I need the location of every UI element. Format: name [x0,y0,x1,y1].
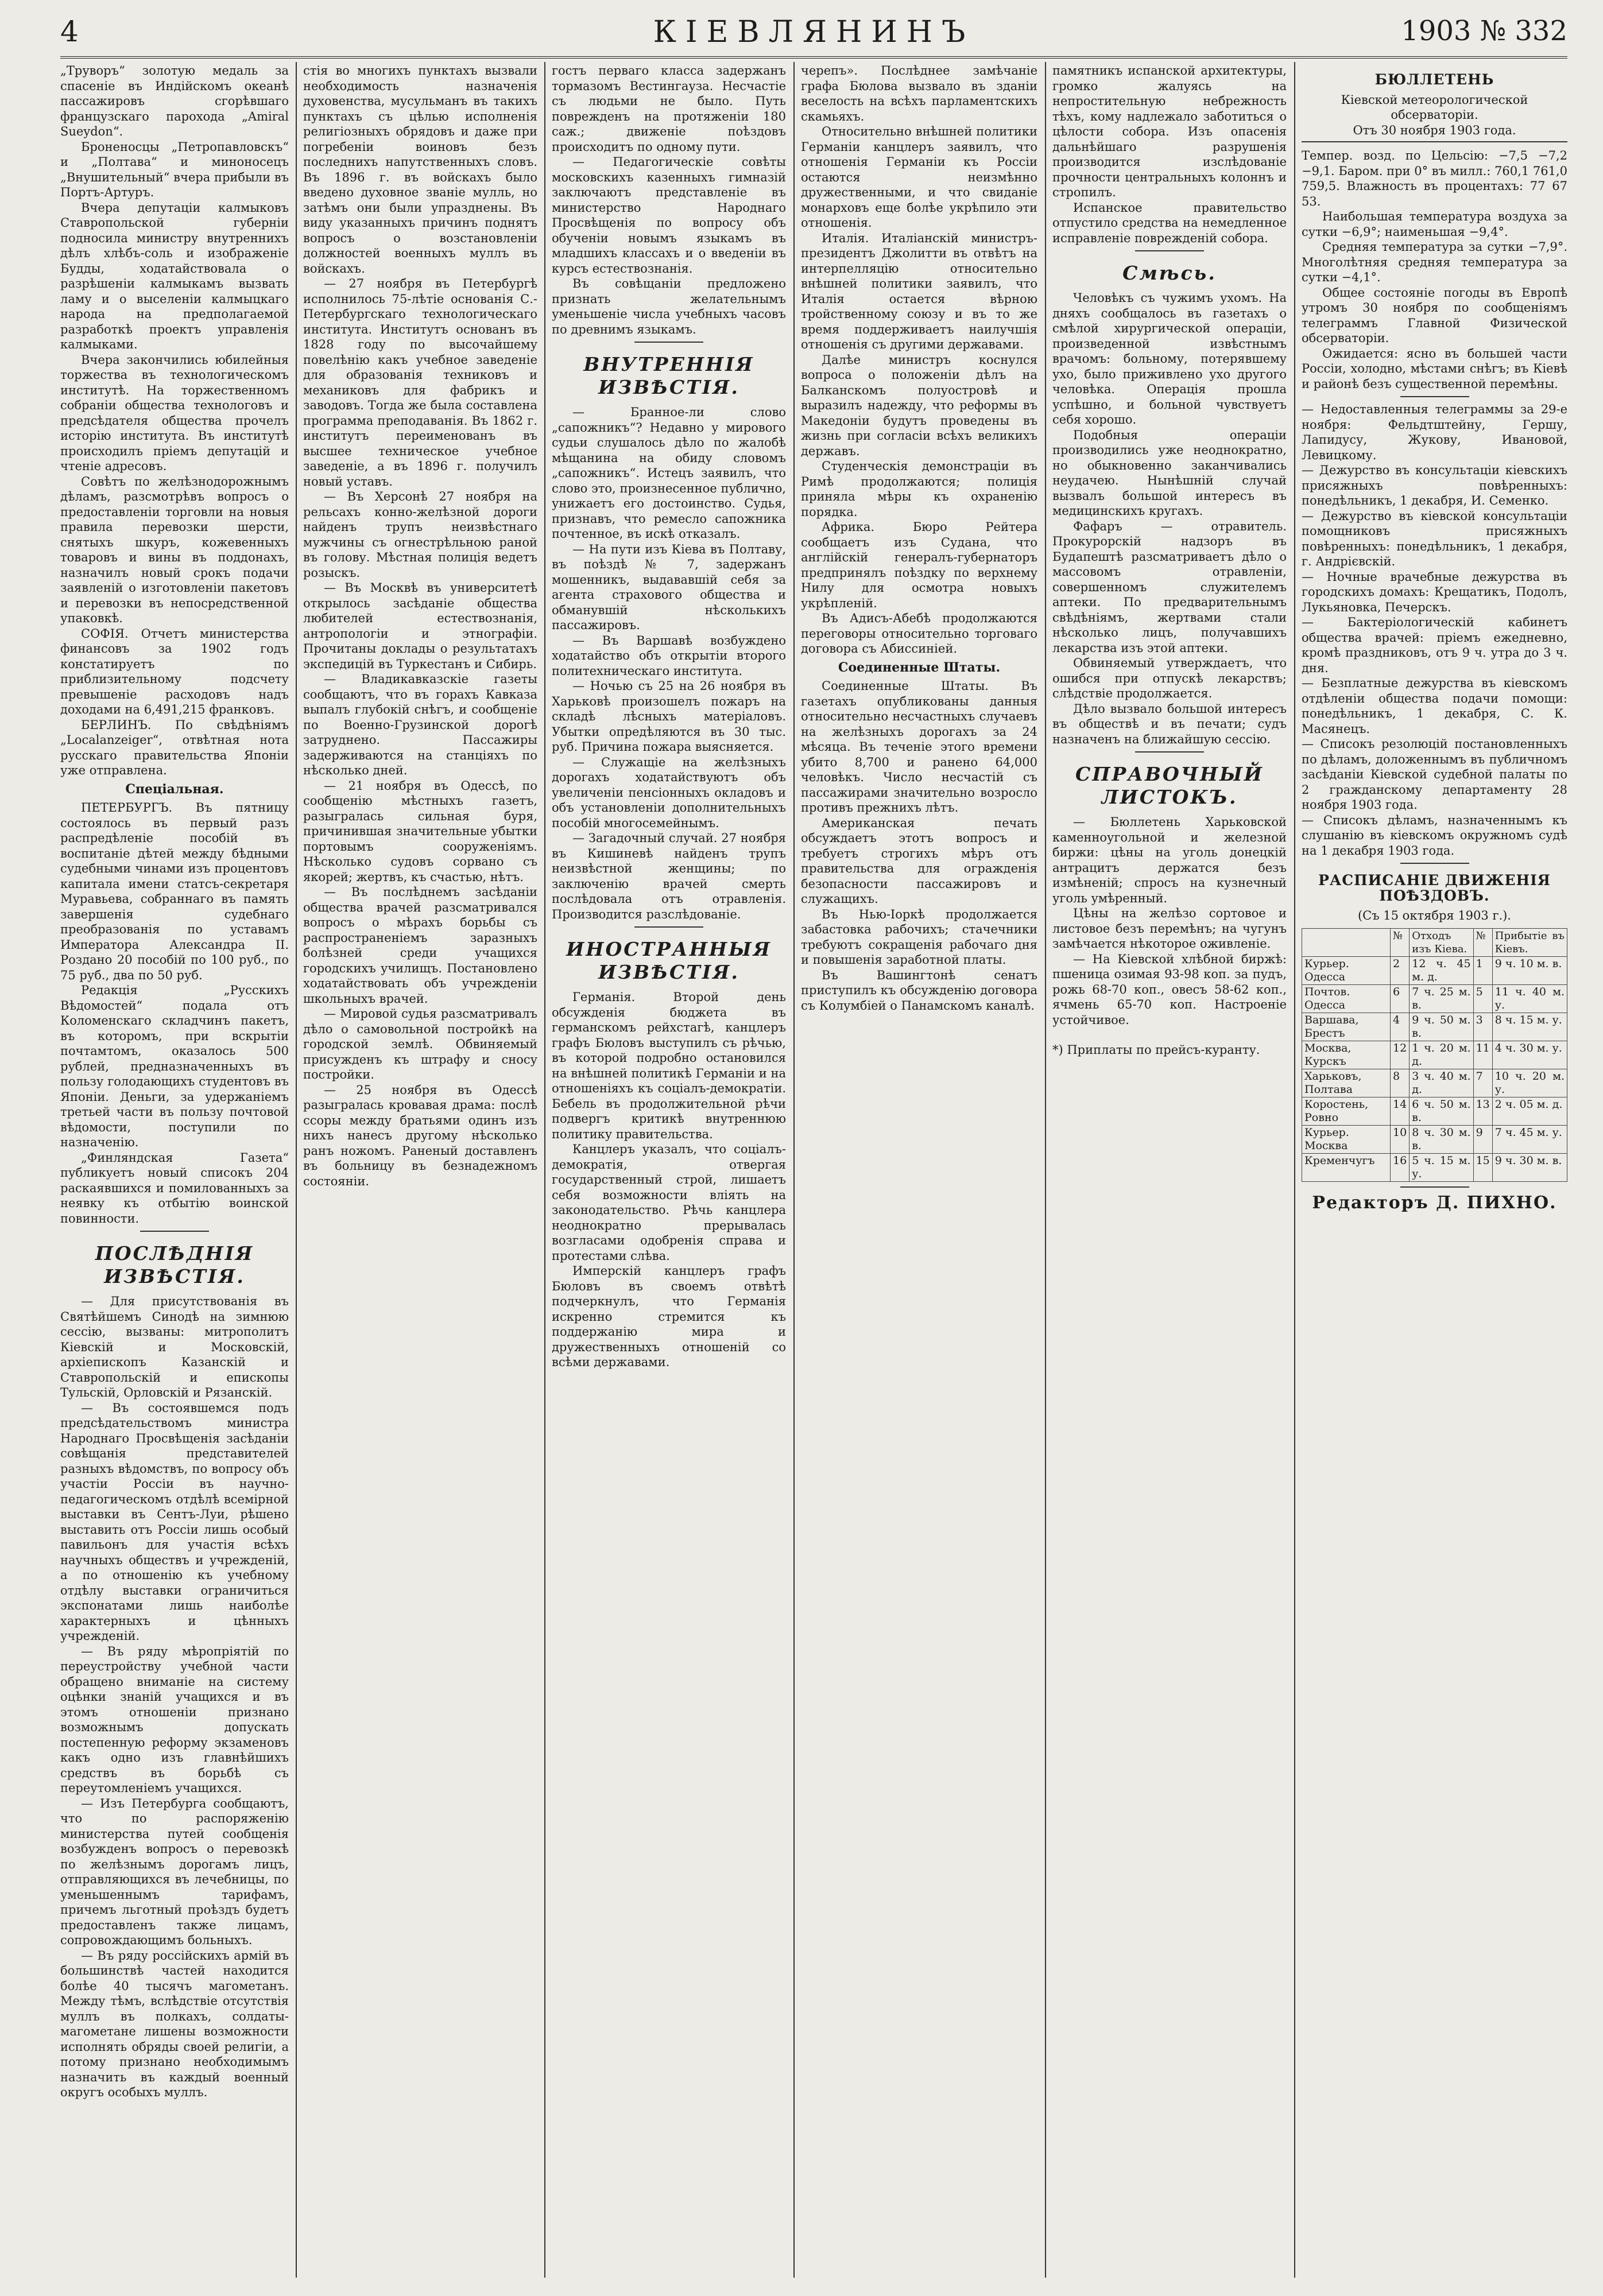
article-paragraph: Въ Вашингтонѣ сенатъ приступилъ къ обсужденію договора съ Колумбіей о Панамскомъ каналѣ. [801,968,1037,1013]
table-cell: 4 ч. 30 м. у. [1492,1041,1567,1069]
table-cell: 2 ч. 05 м. д. [1492,1097,1567,1125]
table-cell: 9 [1473,1125,1492,1153]
article-paragraph: — 27 ноября въ Петербургѣ исполнилось 75-лѣтіе основанія С.-Петербургскаго технологическаго института. Институтъ основанъ въ 1828 году по высочайшему повелѣнію какъ учебное заведеніе для образованія техниковъ и механиковъ для фабрикъ и заводовъ. Тогда же была составлена программа преподаванія. Въ 1862 г. институтъ переименованъ въ высшее техническое учебное заведеніе, а въ 1896 г. получилъ новый уставъ. [303,277,537,488]
article-paragraph: Фафаръ — отравитель. Прокурорскій надзоръ въ Будапештѣ разсматриваетъ дѣло о массовомъ отравленіи, совершенномъ служителемъ аптеки. По предварительнымъ свѣдѣніямъ, жертвами стали нѣсколько лицъ, получавшихъ лекарства изъ этой аптеки. [1052,519,1287,655]
table-cell: 1 ч. 20 м. д. [1410,1041,1473,1069]
section-heading-united-states: Соединенные Штаты. [838,660,1001,675]
train-schedule-table [1302,928,1567,1182]
article-paragraph: — Въ Херсонѣ 27 ноября на рельсахъ конно-желѣзной дороги найденъ трупъ неизвѣстнаго мужчины съ огнестрѣльною раной въ голову. Мѣстная полиція ведетъ розыскъ. [303,490,537,580]
table-cell: Курьер. Москва [1302,1125,1391,1153]
table-cell: 9 ч. 30 м. в. [1492,1153,1567,1181]
article-paragraph: черепъ». Послѣднее замѣчаніе графа Бюлова вызвало въ зданіи веселость на всѣхъ парламентскихъ скамьяхъ. [801,64,1037,123]
article-paragraph: — 21 ноября въ Одессѣ, по сообщенію мѣстныхъ газетъ, разыгралась сильная буря, причинившая значительные убытки портовымъ сооруженіямъ. Нѣсколько судовъ сорвано съ якорей; жертвъ, къ счастью, нѣтъ. [303,778,537,884]
divider [1400,1186,1469,1188]
article-paragraph: — Ночью съ 25 на 26 ноября въ Харьковѣ произошелъ пожаръ на складѣ лѣсныхъ матеріаловъ. Убытки опредѣляются въ 30 тыс. руб. Причина пожара выясняется. [552,679,786,754]
notice: — Дежурство въ кіевской консультаціи помощниковъ присяжныхъ повѣренныхъ: понедѣльникъ, 1 декабря, г. Андрієвскій. [1302,509,1567,568]
table-cell: 4 [1391,1013,1410,1041]
article-paragraph: — Загадочный случай. 27 ноября въ Кишиневѣ найденъ трупъ неизвѣстной женщины; по заключенію врачей смерть послѣдовала отъ отравленія. Производится разслѣдованіе. [552,831,786,921]
table-row [1302,1013,1567,1041]
article-paragraph: Относительно внѣшней политики Германіи канцлеръ заявилъ, что отношенія Германіи къ Россіи остаются неизмѣнно дружественными, и что свиданіе монарховъ еще болѣе укрѣпило эти отношенія. [801,125,1037,230]
column-rule [544,62,545,2278]
table-row [1302,984,1567,1013]
table-header-row [1302,928,1567,956]
table-cell: 7 [1473,1069,1492,1097]
column-rule [793,62,795,2278]
section-heading-special: Спеціальная. [125,781,224,797]
article-paragraph: Обвиняемый утверждаетъ, что ошибся при отпускѣ лекарствъ; слѣдствіе продолжается. [1052,656,1287,700]
article-paragraph: ПЕТЕРБУРГЪ. Въ пятницу состоялось въ первый разъ распредѣленіе пособій въ воспитаніе дѣтей между бѣдными судебными чинами изъ процентовъ капитала имени статсъ-секретаря Муравьева, собраннаго въ память завершенія судебнаго преобразованія по уставамъ Императора Александра II. Роздано 20 пособій по 100 руб., по 75 руб., два по 50 руб. [60,801,289,982]
table-cell: Кременчугъ [1302,1153,1391,1181]
schedule-subtitle: (Съ 15 октября 1903 г.). [1357,909,1511,922]
footnote: *) Приплаты по прейсъ-куранту. [1052,1043,1260,1057]
article-paragraph: Броненосцы „Петропавловскъ“ и „Полтава“ и миноносецъ „Внушительный“ вчера прибыли въ Портъ-Артуръ. [60,139,289,199]
notice: — Ночные врачебные дежурства въ городскихъ домахъ: Крещатикъ, Подолъ, Лукьяновка, Печерскъ. [1302,569,1567,614]
table-cell: 12 ч. 45 м. д. [1410,956,1473,984]
article-paragraph: Италія. Италіанскій министръ-президентъ Джолитти въ отвѣтъ на интерпелляцію относительно внѣшней политики заявилъ, что Италія остается вѣрною тройственному союзу и въ то же время поддерживаетъ наилучшія отношенія съ другими державами. [801,231,1037,351]
article-paragraph: „Финляндская Газета“ публикуетъ новый списокъ 204 раскаявшихся и помилованныхъ за неявку къ отбытію воинской повинности. [60,1150,289,1225]
section-heading-reference: СПРАВОЧНЫЙ ЛИСТОКЪ. [1075,763,1264,808]
table-row [1302,956,1567,984]
table-cell: Курьер. Одесса [1302,956,1391,984]
weather-line: Ожидается: ясно въ большей части Россіи, холодно, мѣстами снѣгъ; въ Кіевѣ и районѣ безъ существенной перемѣны. [1302,346,1567,391]
article-paragraph: — Въ состоявшемся подъ предсѣдательствомъ министра Народнаго Просвѣщенія засѣданіи совѣщанія представителей разныхъ вѣдомствъ, по вопросу объ участіи Россіи въ научно-педагогическомъ отдѣлѣ всемірной выставки въ Сентъ-Луи, рѣшено выставить отъ Россіи лишь особый павильонъ для участія всѣхъ научныхъ обществъ и учрежденій, а по отношенію къ учебному отдѣлу выставки ограничиться экспонатами лишь наиболѣе характерныхъ и цѣнныхъ учрежденій. [60,1401,289,1643]
article-paragraph: Студенческія демонстраціи въ Римѣ продолжаются; полиція приняла мѣры къ охраненію порядка. [801,459,1037,519]
article-paragraph: — 25 ноября въ Одессѣ разыгралась кровавая драма: послѣ ссоры между братьями одинъ изъ нихъ нанесъ другому нѣсколько ранъ ножомъ. Раненый доставленъ въ больницу въ безнадежномъ состояніи. [303,1083,537,1188]
article-paragraph: — На Кіевской хлѣбной биржѣ: пшеница озимая 93-98 коп. за пудъ, рожь 68-70 коп., овесъ 58-62 коп., ячмень 65-70 коп. Настроеніе устойчивое. [1052,952,1287,1027]
article-paragraph: Испанское правительство отпустило средства на немедленное исправленіе поврежденій собора. [1052,200,1287,245]
article-paragraph: — Въ Варшавѣ возбуждено ходатайство объ открытіи второго политехническаго института. [552,633,786,678]
notice: — Списокъ резолюцій постановленныхъ по дѣламъ, доложеннымъ въ публичномъ засѣданіи Кіевской судебной палаты по 2 гражданскому департаменту 28 ноября 1903 года. [1302,737,1567,812]
bulletin-title: БЮЛЛЕТЕНЬ [1374,71,1494,88]
article-paragraph: — Владикавказскіе газеты сообщаютъ, что въ горахъ Кавказа выпалъ глубокій снѣгъ, и сообщеніе по Военно-Грузинской дорогѣ затруднено. Пассажиры задерживаются на станціяхъ по нѣсколько дней. [303,672,537,777]
article-paragraph: Соединенные Штаты. Въ газетахъ опубликованы данныя относительно несчастныхъ случаевъ на желѣзныхъ дорогахъ за 24 мѣсяца. Въ теченіе этого времени убито 8,700 и ранено 64,000 человѣкъ. Число несчастій съ пассажирами значительно возросло противъ прежнихъ лѣтъ. [801,679,1037,815]
divider [1400,396,1469,397]
notice: — Бактеріологическій кабинетъ общества врачей: пріемъ ежедневно, кромѣ праздниковъ, отъ 9 ч. утра до 3 ч. дня. [1302,615,1567,675]
article-paragraph: Подобныя операціи производились уже неоднократно, но обыкновенно заканчивались неудачею. Нынѣшній случай вызвалъ большой интересъ въ медицинскихъ кругахъ. [1052,428,1287,518]
table-cell: 5 ч. 15 м. у. [1410,1153,1473,1181]
article-paragraph: Имперскій канцлеръ графъ Бюловъ въ своемъ отвѣтѣ подчеркнулъ, что Германія искренно стремится къ поддержанію мира и дружественныхъ отношеній со всѣми державами. [552,1264,786,1369]
divider [1135,250,1204,251]
table-cell: 7 ч. 25 м. в. [1410,984,1473,1013]
notice: — Недоставленныя телеграммы за 29-е ноября: Фельдтштейну, Гершу, Лапидусу, Жукову, Ивановой, Левицкому. [1302,402,1567,462]
table-cell: 11 [1473,1041,1492,1069]
table-cell: Москва, Курскъ [1302,1041,1391,1069]
issue-number: 1903 № 332 [1401,15,1567,47]
divider [634,926,703,928]
table-row [1302,1097,1567,1125]
table-cell: 12 [1391,1041,1410,1069]
column-rule [296,62,297,2278]
table-cell: 14 [1391,1097,1410,1125]
article-paragraph: Канцлеръ указалъ, что соціалъ-демократія, отвергая государственный строй, лишаетъ себя возможности вліять на законодательство. Рѣчь канцлера неоднократно прерывалась возгласами одобренія справа и протестами слѣва. [552,1142,786,1263]
table-cell: 9 ч. 10 м. в. [1492,956,1567,984]
article-paragraph: — Служащіе на желѣзныхъ дорогахъ ходатайствуютъ объ увеличеніи пенсіонныхъ окладовъ и объ установленіи дополнительныхъ пособій многосемейнымъ. [552,755,786,830]
article-paragraph: — Изъ Петербурга сообщаютъ, что по распоряженію министерства путей сообщенія возбужденъ вопросъ о перевозкѣ по желѣзнымъ дорогамъ лицъ, отправляющихся въ лечебницы, по уменьшеннымъ тарифамъ, причемъ льготный проѣздъ будетъ предоставленъ также лицамъ, сопровождающимъ больныхъ. [60,1796,289,1947]
article-paragraph: Германія. Второй день обсужденія бюджета въ германскомъ рейхстагѣ, канцлеръ графъ Бюловъ выступилъ съ рѣчью, въ которой подробно остановился на внѣшней политикѣ Германіи и на отношеніяхъ къ соціалъ-демократіи. Бебель въ продолжительной рѣчи подвергъ критикѣ внутреннюю политику правительства. [552,990,786,1141]
weather-line: Средняя температура за сутки −7,9°. Многолѣтняя средняя температура за сутки −4,1°. [1302,240,1567,284]
bulletin-date: Отъ 30 ноября 1903 года. [1353,123,1516,137]
weather-line: Общее состояніе погоды въ Европѣ утромъ 30 ноября по сообщеніямъ телеграммъ Главной Физической обсерваторіи. [1302,285,1567,345]
table-cell: 2 [1391,956,1410,984]
table-header-cell: Отходъ изъ Кіева. [1410,928,1473,956]
newspaper-title: КІЕВЛЯНИНЪ [653,15,975,49]
table-cell: 6 ч. 50 м. в. [1410,1097,1473,1125]
table-row [1302,1041,1567,1069]
table-cell: 5 [1473,984,1492,1013]
table-cell: 6 [1391,984,1410,1013]
table-header-cell: Прибытіе въ Кіевъ. [1492,928,1567,956]
article-paragraph: — Бюллетень Харьковской каменноугольной и железной биржи: цѣны на уголь донецкій антрацитъ держатся безъ измѣненій; спросъ на кузнечный уголь умѣренный. [1052,815,1287,905]
table-cell: 10 [1391,1125,1410,1153]
divider [140,1231,209,1232]
article-paragraph: — Мировой судья разсматривалъ дѣло о самовольной постройкѣ на городской землѣ. Обвиняемый присужденъ къ штрафу и сносу постройки. [303,1007,537,1081]
masthead [60,11,1567,55]
table-row [1302,1153,1567,1181]
section-heading-latest-news: ПОСЛѢДНІЯ ИЗВѢСТІЯ. [95,1242,254,1287]
article-paragraph: Въ совѣщаніи предложено признать желательнымъ уменьшеніе числа учебныхъ часовъ по древнимъ языкамъ. [552,277,786,336]
masthead-rule [60,56,1567,59]
divider [1400,863,1469,864]
article-paragraph: БЕРЛИНЪ. По свѣдѣніямъ „Localanzeiger“, отвѣтная нота русскаго правительства Японіи уже отправлена. [60,718,289,777]
schedule-title: РАСПИСАНІЕ ДВИЖЕНІЯ ПОѢЗДОВЪ. [1318,872,1551,904]
article-paragraph: Совѣтъ по желѣзнодорожнымъ дѣламъ, разсмотрѣвъ вопросъ о предоставленіи торговли на новыя правила перевозки шерсти, снятыхъ шкуръ, кожевенныхъ товаровъ и вины въ поддонахъ, назначилъ новый срокъ подачи заявленій о изготовленіи пакетовъ и перевозки въ непосредственной упаковкѣ. [60,474,289,625]
page-number: 4 [60,15,79,48]
article-paragraph: СОФІЯ. Отчетъ министерства финансовъ за 1902 годъ констатируетъ по приблизительному подсчету превышеніе расходовъ надъ доходами на 6,491,215 франковъ. [60,626,289,716]
article-paragraph: гостъ перваго класса задержанъ тормазомъ Вестингауза. Несчастіе съ людьми не было. Путь поврежденъ на протяженіи 180 саж.; движеніе поѣздовъ происходитъ по одному пути. [552,64,786,154]
table-cell: Варшава, Брестъ [1302,1013,1391,1041]
article-paragraph: Цѣны на желѣзо сортовое и листовое безъ перемѣнъ; на чугунъ замѣчается нѣкоторое оживленіе. [1052,906,1287,951]
table-cell: 11 ч. 40 м. у. [1492,984,1567,1013]
article-paragraph: Редакція „Русскихъ Вѣдомостей“ подала отъ Коломенскаго складчинъ пакетъ, въ которомъ, при вскрытіи почтамтомъ, оказалось 500 рублей, предназначенныхъ въ пользу голодающихъ студентовъ въ Японіи. Деньги, за удержаніемъ третьей части въ пользу почтовой вѣдомости, поступили по назначенію. [60,983,289,1149]
notice: — Списокъ дѣламъ, назначеннымъ къ слушанію въ кіевскомъ окружномъ судѣ на 1 декабря 1903 года. [1302,813,1567,858]
weather-line: Наибольшая температура воздуха за сутки −6,9°; наименьшая −9,4°. [1302,210,1567,239]
table-cell: 13 [1473,1097,1492,1125]
notice: — Безплатные дежурства въ кіевскомъ отдѣленіи общества подачи помощи: понедѣльникъ, 1 декабря, С. К. Масянецъ. [1302,676,1567,736]
article-paragraph: — Въ послѣднемъ засѣданіи общества врачей разсматривался вопросъ о мѣрахъ борьбы съ распространеніемъ заразныхъ болѣзней среди учащихся городскихъ училищъ. Постановлено ходатайствовать объ учрежденіи школьныхъ врачей. [303,885,537,1006]
column-2 [303,63,537,2279]
column-5 [1052,63,1287,2279]
column-6 [1302,63,1567,2279]
column-rule [1045,62,1046,2278]
weather-line: Темпер. возд. по Цельсію: −7,5 −7,2 −9,1. Баром. при 0° въ милл.: 760,1 761,0 759,5. Влажность въ процентахъ: 77 67 53. [1302,149,1567,208]
article-paragraph: Африка. Бюро Рейтера сообщаетъ изъ Судана, что англійскій генералъ-губернаторъ предпринялъ поѣздку по верхнему Нилу для осмотра новыхъ укрѣпленій. [801,520,1037,610]
table-cell: 8 ч. 15 м. у. [1492,1013,1567,1041]
column-4 [801,63,1037,2279]
article-paragraph: „Труворъ“ золотую медаль за спасеніе въ Индійскомъ океанѣ пассажировъ сгорѣвшаго французскаго парохода „Amiral Sueydon“. [60,64,289,138]
divider [634,342,703,343]
article-paragraph: Въ Нью-Іоркѣ продолжается забастовка рабочихъ; стачечники требуютъ сокращенія рабочаго дня и повышенія заработной платы. [801,907,1037,967]
editor-signature: Редакторъ Д. ПИХНО. [1312,1192,1557,1213]
article-paragraph: — Бранное-ли слово „сапожникъ“? Недавно у мирового судьи слушалось дѣло по жалобѣ мѣщанина на обиду словомъ „сапожникъ“. Истецъ заявилъ, что слово это, произнесенное публично, унижаетъ его достоинство. Судья, признавъ, что ремесло сапожника почтенное, въ искѣ отказалъ. [552,405,786,541]
table-cell: 3 [1473,1013,1492,1041]
section-heading-foreign-news: ИНОСТРАННЫЯ ИЗВѢСТІЯ. [566,938,772,983]
table-cell: Коростень, Ровно [1302,1097,1391,1125]
article-paragraph: Человѣкъ съ чужимъ ухомъ. На дняхъ сообщалось въ газетахъ о смѣлой хирургической операціи, произведенной извѣстнымъ врачомъ: больному, потерявшему ухо, было приживлено ухо другого человѣка. Операція прошла успѣшно, и больной чувствуетъ себя хорошо. [1052,291,1287,426]
article-paragraph: памятникъ испанской архитектуры, громко жалуясь на непростительную небрежность тѣхъ, кому надлежало заботиться о цѣлости собора. Изъ опасенія дальнѣйшаго разрушенія производится изслѣдованіе прочности центральныхъ колоннъ и стропилъ. [1052,64,1287,199]
article-paragraph: Американская печать обсуждаетъ этотъ вопросъ и требуетъ строгихъ мѣръ отъ правительства для огражденія безопасности пассажировъ и служащихъ. [801,816,1037,906]
table-cell: 15 [1473,1153,1492,1181]
article-paragraph: Далѣе министръ коснулся вопроса о положеніи дѣлъ на Балканскомъ полуостровѣ и выразилъ надежду, что реформы въ Македоніи будутъ проведены въ жизнь при согласіи всѣхъ великихъ державъ. [801,352,1037,458]
table-row [1302,1125,1567,1153]
section-heading-miscellany: Смѣсь. [1122,262,1217,284]
column-1 [60,63,289,2279]
bulletin-subtitle: Кіевской метеорологической обсерваторіи. [1341,92,1528,122]
table-header-cell [1302,928,1391,956]
table-cell: 16 [1391,1153,1410,1181]
table-cell: 7 ч. 45 м. у. [1492,1125,1567,1153]
divider [1135,751,1204,753]
table-row [1302,1069,1567,1097]
column-3 [552,63,786,2279]
table-header-cell: № [1391,928,1410,956]
article-paragraph: стія во многихъ пунктахъ вызвали необходимость назначенія духовенства, мусульманъ въ такихъ пунктахъ съ цѣлью исполненія религіозныхъ обрядовъ и даже при погребеніи воиновъ безъ последнихъ напутственныхъ словъ. Въ 1896 г. въ войскахъ было введено духовное званіе мулль, но затѣмъ они были упразднены. Въ виду указанныхъ причинъ поднятъ вопросъ о возстановленіи должностей военныхъ муллъ въ войскахъ. [303,64,537,276]
column-rule [1294,62,1295,2278]
article-paragraph: — Педагогическіе совѣты московскихъ казенныхъ гимназій заключаютъ представленіе въ министерство Народнаго Просвѣщенія по вопросу объ обученіи новымъ языкамъ въ младшихъ классахъ и о введеніи въ курсъ естествознанія. [552,155,786,276]
notice: — Дежурство въ консультаціи кіевскихъ присяжныхъ повѣренныхъ: понедѣльникъ, 1 декабря, И. Семенко. [1302,463,1567,507]
table-cell: 8 ч. 30 м. в. [1410,1125,1473,1153]
article-paragraph: Въ Адисъ-Абебѣ продолжаются переговоры относительно торговаго договора съ Абиссиніей. [801,611,1037,656]
table-cell: Харьковъ, Полтава [1302,1069,1391,1097]
table-cell: 10 ч. 20 м. у. [1492,1069,1567,1097]
article-paragraph: — Въ ряду россійскихъ армій въ большинствѣ частей находится болѣе 40 тысячъ магометанъ. Между тѣмъ, вслѣдствіе отсутствія муллъ въ полкахъ, солдаты-магометане лишены возможности исполнять обряды своей религіи, а потому признано необходимымъ назначить въ каждый военный округъ особыхъ муллъ. [60,1948,289,2099]
table-cell: 1 [1473,956,1492,984]
article-paragraph: Дѣло вызвало большой интересъ въ обществѣ и въ печати; судъ назначенъ на ближайшую сессію. [1052,701,1287,746]
table-cell: 9 ч. 50 м. в. [1410,1013,1473,1041]
article-paragraph: — На пути изъ Кіева въ Полтаву, въ поѣздѣ № 7, задержанъ мошенникъ, выдававшій себя за агента страхового общества и обманувшій нѣсколькихъ пассажировъ. [552,542,786,632]
article-paragraph: Вчера закончились юбилейныя торжества въ технологическомъ институтѣ. На торжественномъ собраніи общества технологовъ и предсѣдателя общества прочелъ исторію института. Въ институтѣ происходилъ пріемъ депутацій и чтеніе адресовъ. [60,352,289,473]
table-cell: Почтов. Одесса [1302,984,1391,1013]
article-paragraph: Вчера депутаціи калмыковъ Ставропольской губерніи подносила министру внутреннихъ дѣлъ хлѣбъ-соль и изображеніе Будды, ходатайствовала о разрѣшеніи калмыкамъ вызвать ламу и о выселеніи калмыцкаго народа на предполагаемой разработкѣ проектъ управленія калмыками. [60,200,289,351]
section-heading-internal-news: ВНУТРЕННІЯ ИЗВѢСТІЯ. [583,353,754,398]
table-header-cell: № [1473,928,1492,956]
divider [1302,141,1567,142]
article-paragraph: — Въ ряду мѣропріятій по переустройству учебной части обращено вниманіе на систему оцѣнки знаній учащихся и въ этомъ отношеніи признано возможнымъ допускать постепенную реформу экзаменовъ какъ одно изъ главнѣйшихъ средствъ въ борьбѣ съ переутомленіемъ учащихся. [60,1644,289,1795]
article-paragraph: — Для присутствованія въ Святѣйшемъ Синодѣ на зимнюю сессію, вызваны: митрополитъ Кіевскій и Московскій, архіепископъ Казанскій и Ставропольскій и епископы Тульскій, Орловскій и Рязанскій. [60,1294,289,1399]
table-cell: 8 [1391,1069,1410,1097]
article-paragraph: — Въ Москвѣ въ университетѣ открылось засѣданіе общества любителей естествознанія, антропологіи и этнографіи. Прочитаны доклады о результатахъ экспедицій въ Туркестанъ и Сибирь. [303,581,537,671]
table-cell: 3 ч. 40 м. д. [1410,1069,1473,1097]
